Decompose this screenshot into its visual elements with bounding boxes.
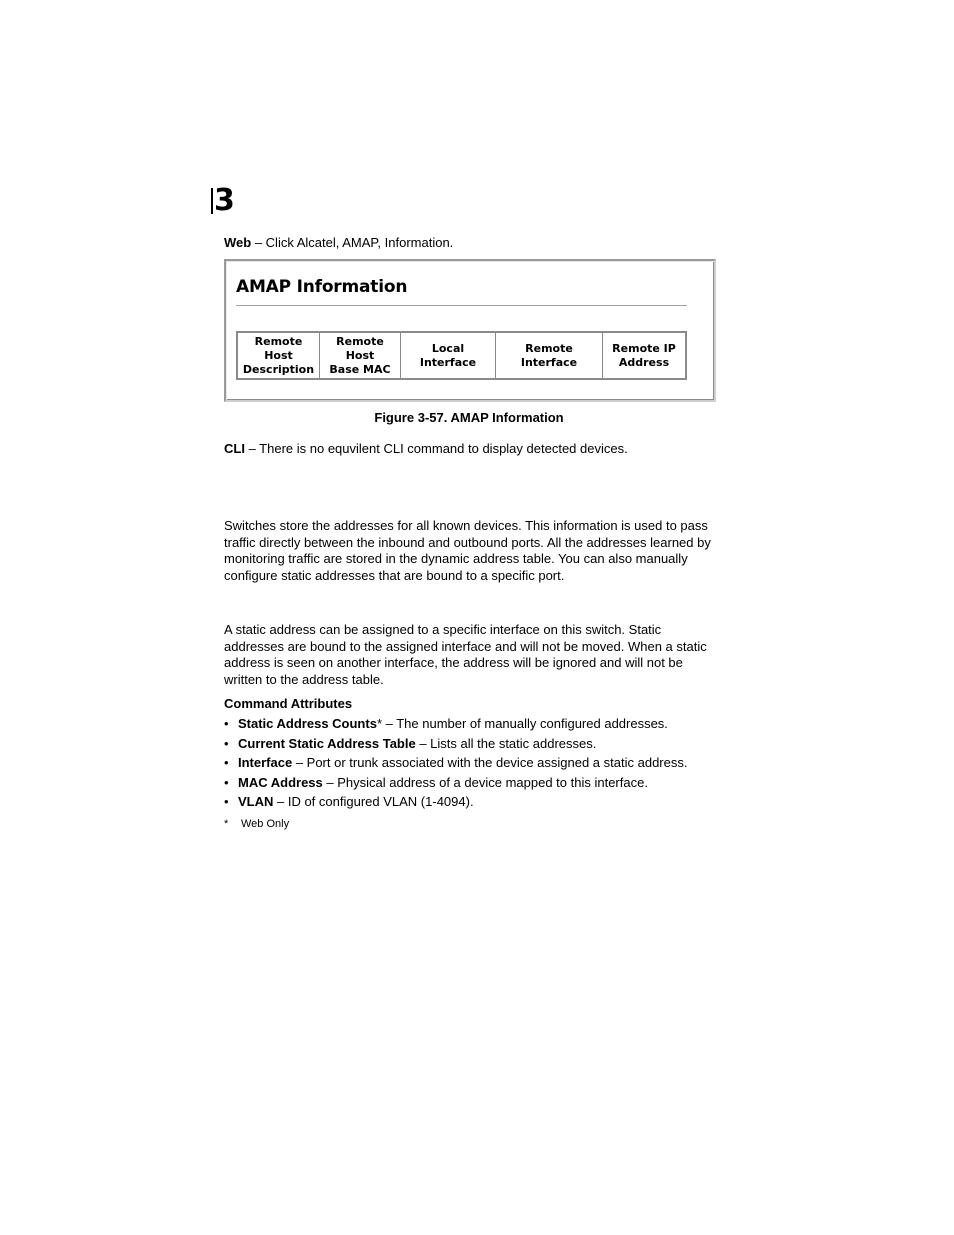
attributes-heading: Command Attributes	[224, 696, 353, 711]
web-instruction-text: – Click Alcatel, AMAP, Information.	[251, 235, 454, 250]
web-label: Web	[224, 235, 252, 250]
attribute-term: Interface	[238, 755, 293, 770]
attribute-term: Static Address Counts	[238, 716, 377, 731]
attribute-desc: – Port or trunk associated with the device assigned a static address.	[292, 755, 688, 770]
cli-instruction-text: – There is no equvilent CLI command to display detected devices.	[244, 441, 628, 456]
table-header-row	[237, 332, 686, 379]
attribute-term: Current Static Address Table	[238, 735, 416, 751]
list-item	[224, 755, 724, 771]
screenshot-title: AMAP Information	[236, 277, 408, 297]
footnote-text: Web Only	[241, 818, 290, 830]
attribute-suffix: *	[376, 716, 382, 731]
chapter-number: 3	[211, 188, 234, 214]
cli-label: CLI	[224, 441, 245, 456]
attribute-desc: – ID of configured VLAN (1-4094).	[273, 794, 474, 809]
cli-instruction	[224, 441, 724, 458]
footnote-mark: *	[224, 818, 229, 830]
column-header-remote-ip-address: Remote IP Address	[603, 332, 687, 379]
column-header-remote-interface: Remote Interface	[496, 332, 603, 379]
list-item	[224, 736, 724, 752]
figure-caption: Figure 3-57. AMAP Information	[374, 410, 564, 425]
column-header-local-interface: Local Interface	[401, 332, 496, 379]
attribute-desc: – Lists all the static addresses.	[415, 735, 597, 751]
title-divider	[236, 305, 687, 307]
web-instruction	[224, 235, 724, 252]
address-table-paragraph: Switches store the addresses for all known devices. This information is used to pass traffic directly between the inbound and outbound ports. All the addresses learned by monitoring traffic are stored in the dynamic address table. You can also manually configure static addresses that are bound to a specific port.	[224, 518, 711, 583]
column-header-remote-host-description: Remote Host Description	[237, 332, 320, 379]
list-item	[224, 716, 724, 732]
attribute-desc: – The number of manually configured addresses.	[382, 716, 668, 731]
list-item	[224, 775, 724, 791]
list-item	[224, 794, 724, 810]
amap-information-screenshot	[224, 259, 716, 402]
amap-table	[236, 331, 687, 380]
attribute-desc: – Physical address of a device mapped to this interface.	[322, 774, 648, 790]
static-address-paragraph: A static address can be assigned to a specific interface on this switch. Static addresses are bound to the assigned interface and will not be moved. When a static address is seen on another interface, the address will be ignored and will not be written to the address table.	[224, 622, 707, 687]
attribute-term: MAC Address	[238, 774, 323, 790]
column-header-remote-host-base-mac: Remote Host Base MAC	[320, 332, 401, 379]
attribute-term: VLAN	[238, 794, 274, 809]
footnote	[224, 818, 289, 830]
attributes-list	[224, 716, 724, 814]
